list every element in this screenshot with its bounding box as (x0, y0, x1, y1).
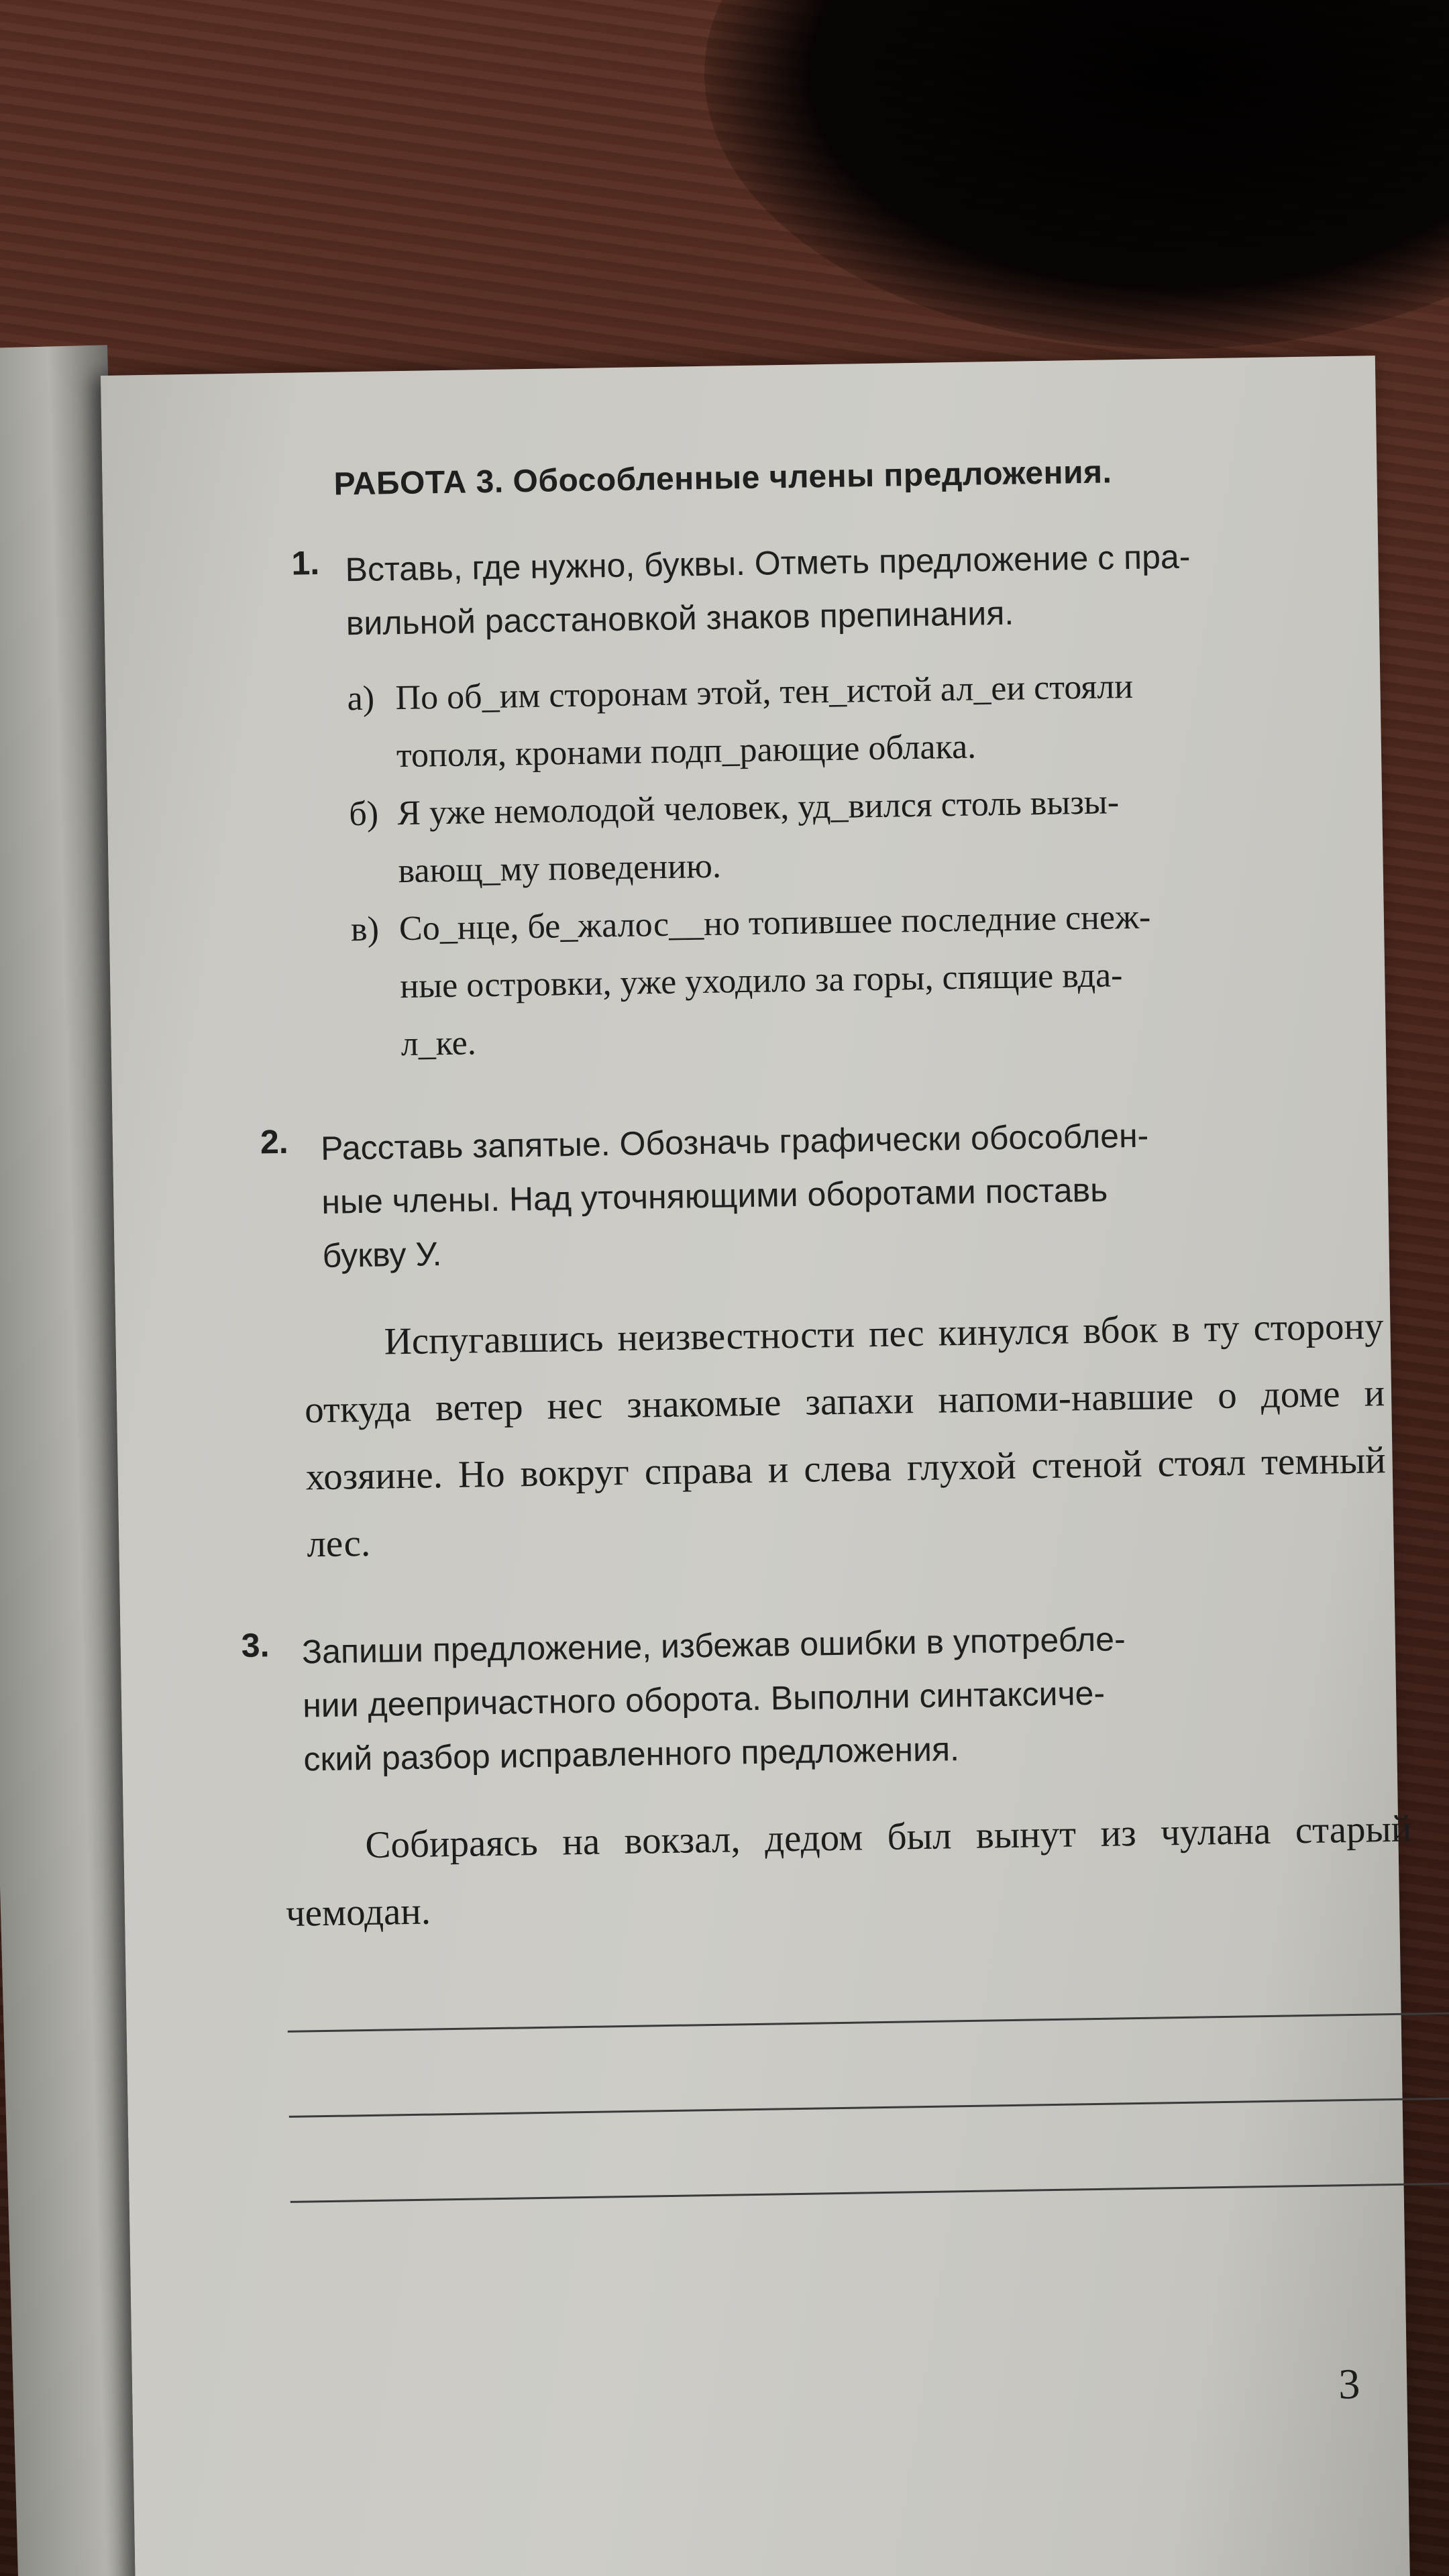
workbook-page (101, 356, 1410, 2576)
item-a (347, 655, 1355, 786)
dark-shadow (704, 0, 1449, 349)
task-number: 3. (241, 1626, 270, 1664)
item-line: По об_им сторонам этой, тен_истой ал_еи стояли (395, 667, 1134, 718)
page-content (169, 450, 1412, 2231)
answer-lines (288, 2014, 1350, 2203)
instruction-line: вильной расстановкой знаков препинания. (345, 594, 1014, 643)
task-number: 1. (290, 543, 320, 582)
task-instruction (345, 527, 1352, 651)
answer-line (289, 2097, 1449, 2117)
page-title: РАБОТА 3. Обособленные члены предложения. (333, 454, 1112, 502)
task-items (347, 655, 1359, 1074)
item-line: ные островки, уже уходило за горы, спящие вда- (399, 956, 1123, 1006)
instruction-line: Запиши предложение, избежав ошибки в употребле- (301, 1620, 1126, 1671)
task-passage: Испугавшись неизвестности пес кинулся вбок в ту сторону откуда ветер нес знакомые запахи напоми-навшие о доме и хозяине. Но вокруг справа и слева глухой стеной стоял темный лес. (304, 1305, 1387, 1566)
item-letter: б) (348, 794, 379, 834)
task-instruction (321, 1105, 1370, 1282)
page-number: 3 (1338, 2359, 1360, 2408)
task-number: 2. (260, 1122, 289, 1161)
instruction-line: Расставь запятые. Обозначь графически обособлен- (320, 1116, 1149, 1167)
item-line: л_ке. (400, 1024, 477, 1064)
item-line: Со_нце, бе_жалос__но топившее последние снеж- (398, 898, 1151, 949)
instruction-line: ский разбор исправленного предложения. (303, 1730, 960, 1778)
instruction-line: ные члены. Над уточняющими оборотами поставь (321, 1171, 1108, 1221)
task-2 (180, 1106, 1387, 1580)
item-letter: в) (350, 910, 380, 949)
item-line: Я уже немолодой человек, уд_вился столь вызы- (396, 783, 1120, 833)
instruction-line: букву У. (322, 1235, 442, 1275)
instruction-line: Вставь, где нужно, буквы. Отметь предложение с пра- (345, 537, 1191, 589)
task-1 (170, 527, 1332, 1077)
answer-line (288, 2012, 1449, 2032)
task-passage: Собираясь на вокзал, дедом был вынут из чулана старый чемодан. (285, 1807, 1412, 1935)
item-b (349, 770, 1357, 902)
item-line: вающ_му поведению. (398, 847, 722, 891)
task-3 (187, 1609, 1412, 2204)
item-letter: а) (347, 679, 375, 718)
answer-line (290, 2182, 1449, 2202)
item-c (350, 885, 1359, 1075)
item-line: тополя, кронами подп_рающие облака. (396, 727, 977, 775)
task-instruction (301, 1608, 1404, 1786)
instruction-line: нии деепричастного оборота. Выполни синтаксиче- (302, 1674, 1106, 1725)
